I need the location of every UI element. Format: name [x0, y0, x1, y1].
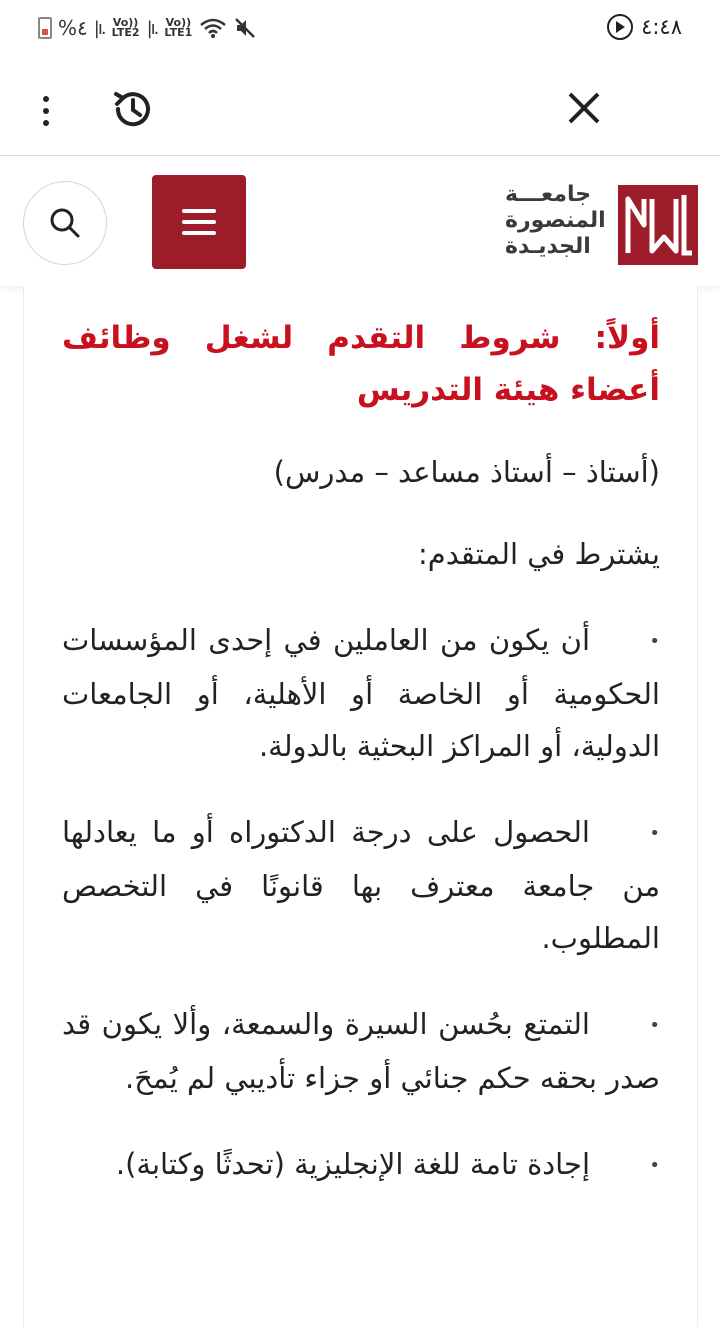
- close-icon[interactable]: [564, 88, 604, 128]
- logo-line-3: الجديـدة: [505, 234, 591, 259]
- section-heading: أولاً: شروط التقدم لشغل وظائف أعضاء هيئة التدريس: [62, 320, 660, 408]
- list-item-text: إجادة تامة للغة الإنجليزية (تحدثًا وكتابة).: [115, 1147, 590, 1181]
- roles-subtitle: (أستاذ – أستاذ مساعد – مدرس): [273, 455, 660, 489]
- list-item: [62, 998, 660, 1104]
- requirements-intro: يشترط في المتقدم:: [417, 537, 660, 571]
- bullet-symbol: •: [649, 1155, 660, 1176]
- media-play-icon: [607, 14, 633, 40]
- status-time-area: [607, 14, 682, 40]
- wifi-icon: [199, 17, 227, 39]
- signal-bars-icon-2: |ı.: [146, 17, 158, 39]
- browser-toolbar: [0, 58, 720, 156]
- history-icon[interactable]: [110, 86, 156, 132]
- list-item-text: أن يكون من العاملين في إحدى المؤسسات الحكومية أو الخاصة أو الأهلية، أو الجامعات الدولية، أو المراكز البحثية بالدولة.: [62, 623, 660, 763]
- bullet-symbol: •: [649, 823, 660, 844]
- logo-line-2: المنصورة: [505, 208, 606, 233]
- search-icon: [48, 206, 82, 240]
- status-bar: [0, 0, 720, 58]
- sim2-label: Vo)) LTE2: [111, 16, 140, 39]
- list-item: [62, 614, 660, 772]
- mute-icon: [233, 16, 257, 40]
- list-item-text: التمتع بحُسن السيرة والسمعة، وألا يكون قد صدر بحقه حكم جنائي أو جزاء تأديبي لم يُمحَ.: [62, 1007, 660, 1095]
- battery-icon: [38, 17, 52, 39]
- hamburger-icon-line: [182, 231, 216, 235]
- university-logo-icon[interactable]: [618, 185, 698, 265]
- status-indicators: [38, 16, 257, 40]
- bullet-symbol: •: [649, 631, 660, 652]
- university-logo-text[interactable]: [505, 182, 615, 260]
- sim1-label: Vo)) LTE1: [164, 16, 193, 39]
- hamburger-icon-line: [182, 209, 216, 213]
- article-body: [62, 312, 660, 1192]
- site-header: [0, 156, 720, 286]
- list-item-text: الحصول على درجة الدكتوراه أو ما يعادلها من جامعة معترف بها قانونًا في التخصص المطلوب.: [62, 815, 660, 955]
- list-item: [62, 1138, 660, 1192]
- bullet-symbol: •: [649, 1015, 660, 1036]
- battery-percent: %٤: [58, 16, 88, 40]
- more-vert-icon[interactable]: [38, 96, 54, 126]
- list-item: [62, 806, 660, 964]
- hamburger-icon-line: [182, 220, 216, 224]
- content-card: [23, 286, 698, 1327]
- search-button[interactable]: [23, 181, 107, 265]
- status-time: ٤:٤٨: [641, 15, 682, 39]
- menu-button[interactable]: [152, 175, 246, 269]
- logo-line-1: جامعـــة: [505, 182, 592, 207]
- signal-bars-icon: |ı.: [93, 17, 105, 39]
